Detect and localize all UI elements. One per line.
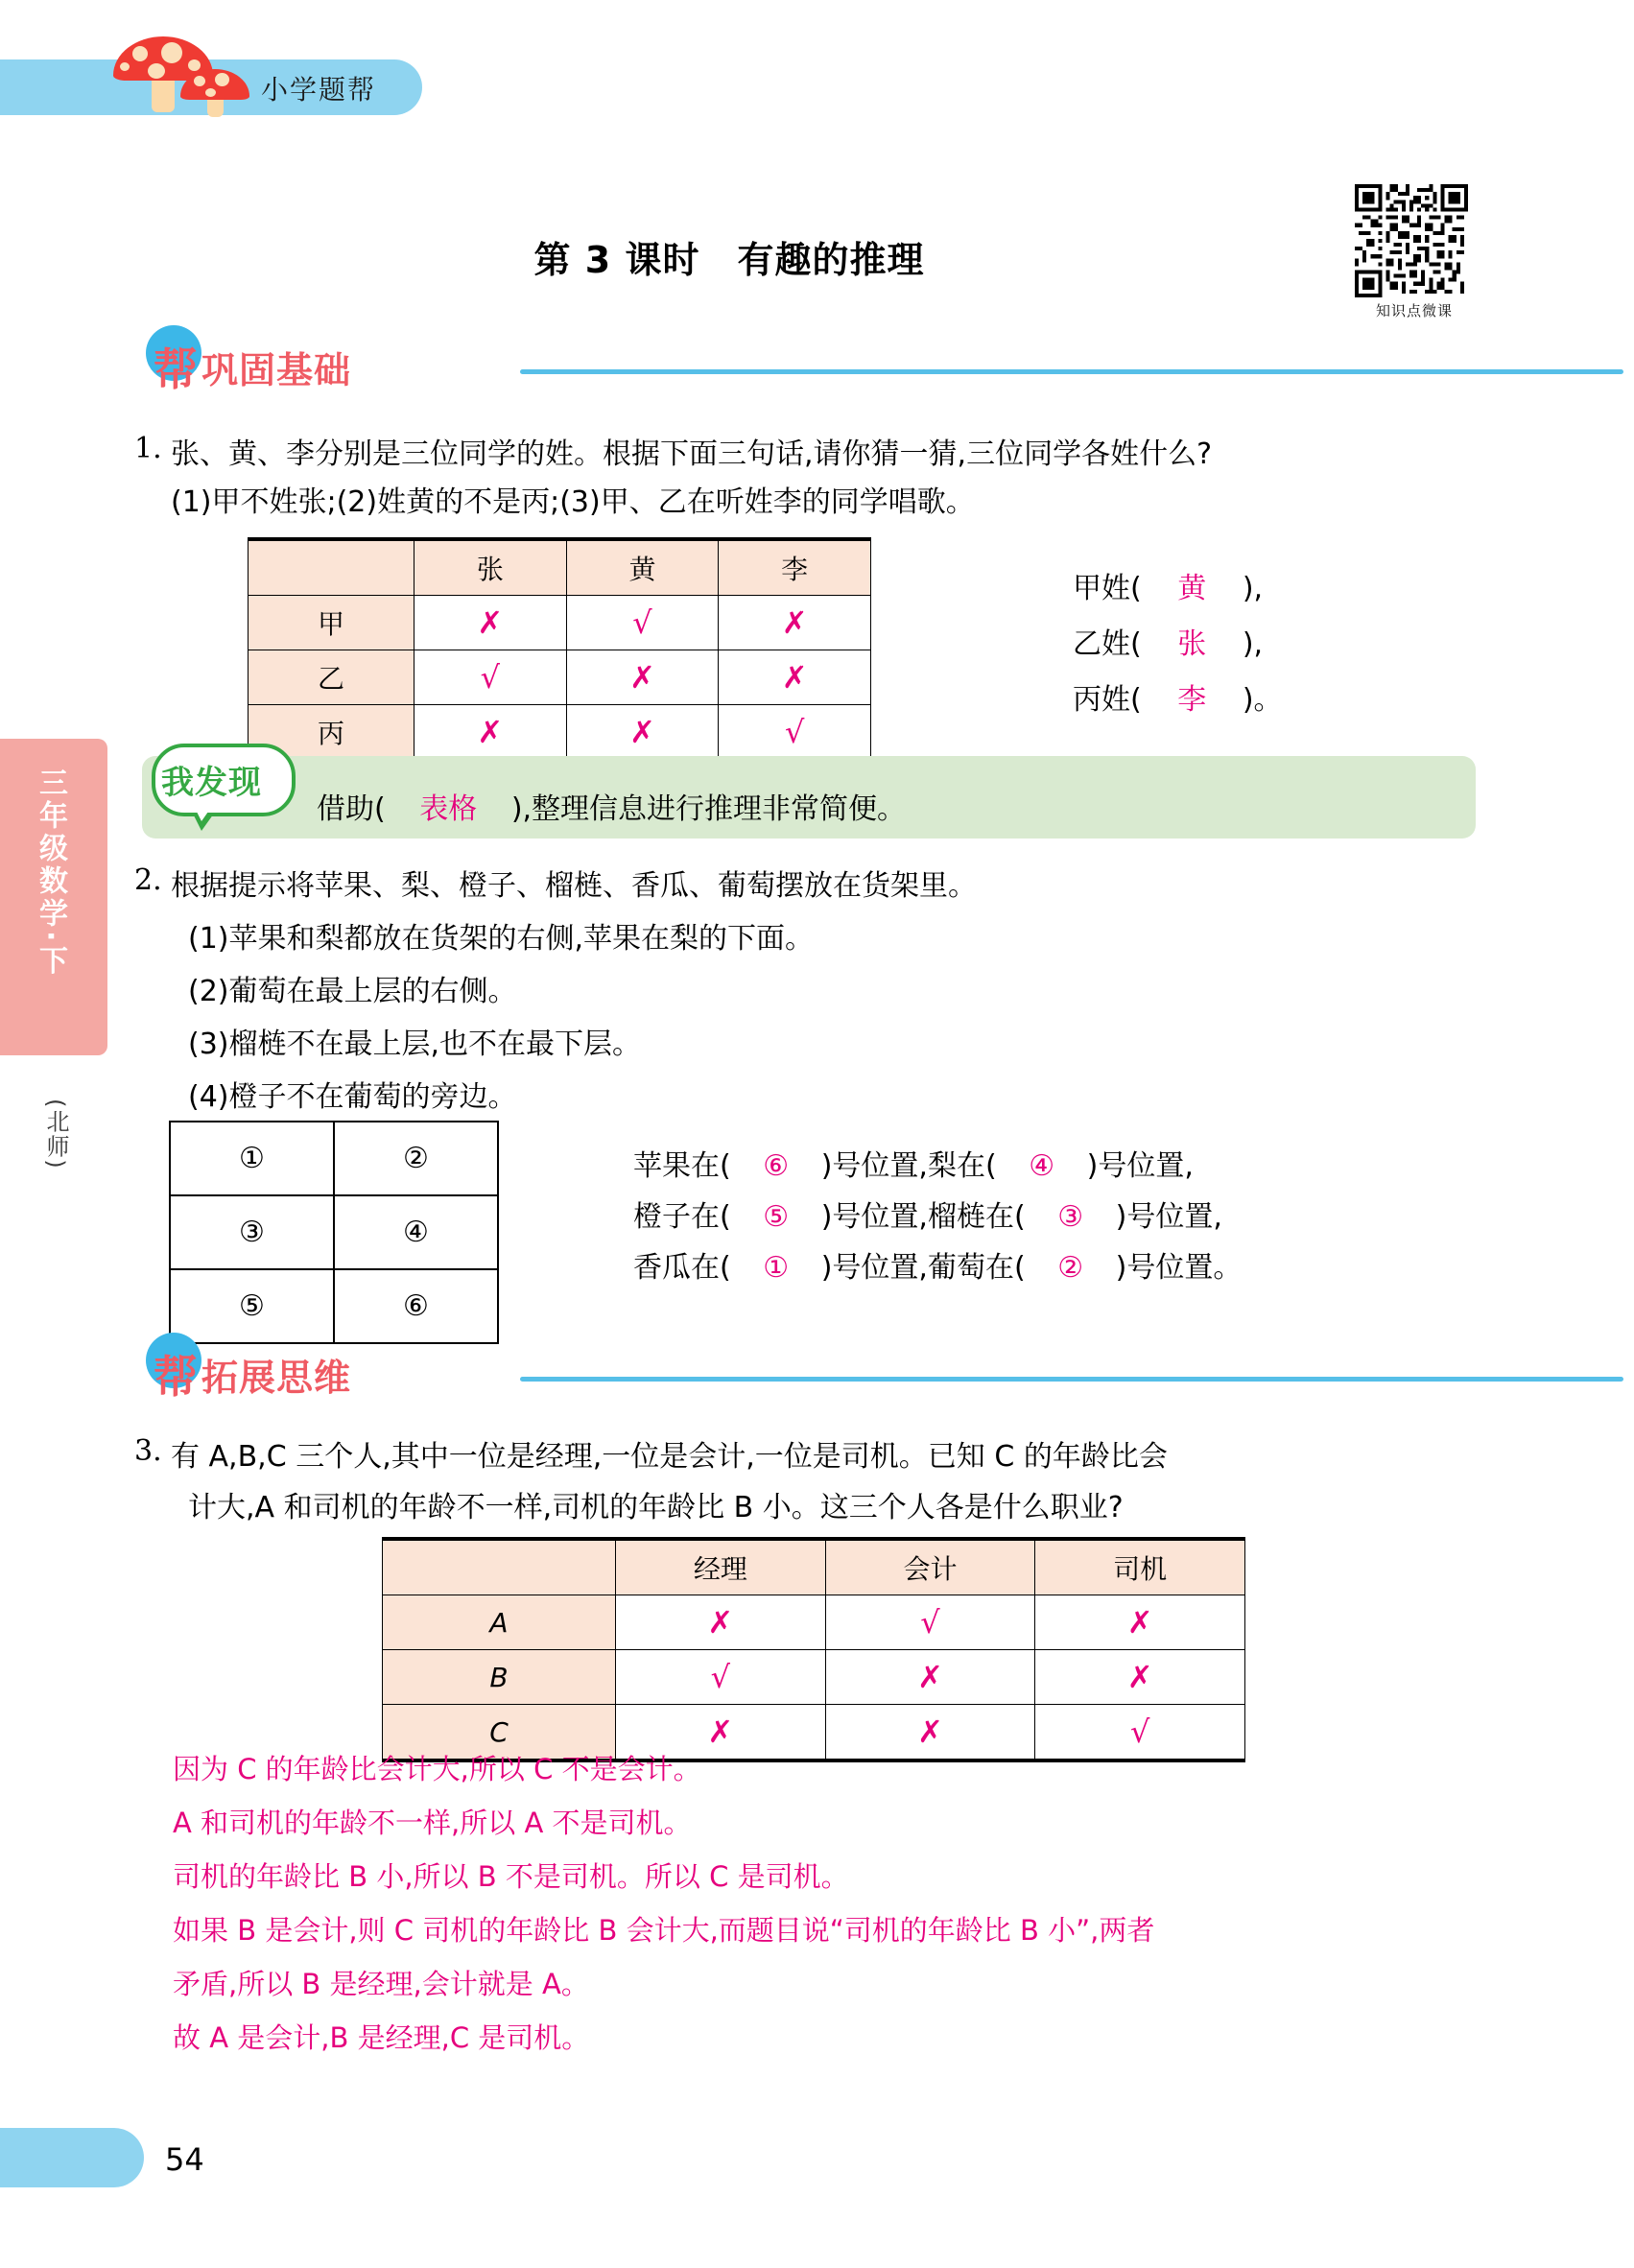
q2-answer-row-2 bbox=[633, 1243, 1242, 1286]
q1-answer-row-2 bbox=[1073, 675, 1283, 718]
q3-stem-line1: 有 A,B,C 三个人,其中一位是经理,一位是会计,一位是司机。已知 C 的年龄比会 bbox=[171, 1440, 1168, 1474]
q1-answer-value-1: 张 bbox=[1177, 627, 1207, 661]
q2-a-value-1: ⑤ bbox=[763, 1200, 790, 1234]
mark-glyph: √ bbox=[632, 604, 652, 641]
table-header-row bbox=[249, 539, 871, 596]
q3-cell-2-2 bbox=[1035, 1705, 1245, 1761]
mark-glyph: ✗ bbox=[917, 1713, 943, 1750]
badge-bang-label: 帮 bbox=[154, 343, 198, 395]
shelf-cell-5: ⑤ bbox=[170, 1269, 334, 1343]
q3-cell-1-1 bbox=[825, 1650, 1035, 1705]
discovery-text bbox=[317, 785, 906, 827]
q3-stem-line2: 计大,A 和司机的年龄不一样,司机的年龄比 B 小。这三个人各是什么职业? bbox=[188, 1491, 1124, 1524]
q2-a-prefix-1: 橙子在( bbox=[633, 1200, 731, 1234]
q1-cell-0-1 bbox=[566, 596, 719, 650]
q3-col-header-1: 经理 bbox=[616, 1539, 826, 1595]
q2-a-prefix-0: 苹果在( bbox=[633, 1149, 731, 1183]
q1-answer-prefix-2: 丙姓( bbox=[1073, 683, 1142, 717]
q1-answer-value-0: 黄 bbox=[1177, 572, 1207, 605]
q1-answer-prefix-1: 乙姓( bbox=[1073, 627, 1142, 661]
q1-cell-1-0 bbox=[414, 650, 567, 705]
q3-row-label-2: C bbox=[383, 1705, 616, 1761]
q1-cell-0-0 bbox=[414, 596, 567, 650]
q2-answer-row-1 bbox=[633, 1193, 1222, 1235]
table-header-row bbox=[383, 1539, 1245, 1595]
q3-solution-line-4: 矛盾,所以 B 是经理,会计就是 A。 bbox=[173, 1968, 589, 2000]
mark-glyph: ✗ bbox=[629, 659, 655, 696]
q3-solution-line-1: A 和司机的年龄不一样,所以 A 不是司机。 bbox=[173, 1807, 692, 1839]
side-tab-edition: (北师) bbox=[42, 1099, 69, 1170]
section-rule bbox=[520, 369, 1623, 374]
q1-cell-2-1 bbox=[566, 705, 719, 762]
shelf-cell-6: ⑥ bbox=[334, 1269, 498, 1343]
footer-bar bbox=[0, 2128, 144, 2187]
q2-shelf-grid bbox=[169, 1121, 499, 1344]
q1-answer-suffix-2: )。 bbox=[1242, 683, 1283, 717]
shelf-cell-1: ① bbox=[170, 1122, 334, 1195]
q3-corner-cell bbox=[383, 1539, 616, 1595]
discovery-suffix: ),整理信息进行推理非常简便。 bbox=[510, 792, 907, 826]
mark-glyph: ✗ bbox=[477, 714, 504, 750]
q3-solution-line-2: 司机的年龄比 B 小,所以 B 不是司机。所以 C 是司机。 bbox=[173, 1860, 849, 1893]
q1-row-label-0: 甲 bbox=[249, 596, 414, 650]
discovery-prefix: 借助( bbox=[317, 792, 386, 826]
table-row bbox=[170, 1122, 498, 1195]
section-label: 巩固基础 bbox=[201, 349, 352, 391]
q2-clue-3: (4)橙子不在葡萄的旁边。 bbox=[188, 1080, 517, 1114]
q1-answer-value-2: 李 bbox=[1177, 683, 1207, 717]
q2-clue-2: (3)榴梿不在最上层,也不在最下层。 bbox=[188, 1028, 642, 1061]
discovery-value: 表格 bbox=[419, 792, 478, 826]
q3-cell-2-1 bbox=[825, 1705, 1035, 1761]
mark-glyph: √ bbox=[1129, 1713, 1150, 1750]
table-row bbox=[249, 650, 871, 705]
q1-number: 1. bbox=[134, 432, 162, 465]
table-row bbox=[170, 1195, 498, 1269]
q1-col-header-2: 黄 bbox=[566, 539, 719, 596]
q1-cell-1-2 bbox=[719, 650, 871, 705]
section-label: 拓展思维 bbox=[201, 1357, 352, 1399]
q1-answer-suffix-1: ), bbox=[1242, 627, 1264, 661]
q2-b-value-2: ② bbox=[1057, 1251, 1084, 1285]
q1-cell-2-2 bbox=[719, 705, 871, 762]
qr-caption: 知识点微课 bbox=[1375, 302, 1453, 319]
q1-answer-row-0 bbox=[1073, 564, 1263, 606]
q2-a-value-2: ① bbox=[763, 1251, 790, 1285]
shelf-cell-2: ② bbox=[334, 1122, 498, 1195]
q1-cell-0-2 bbox=[719, 596, 871, 650]
q1-row-label-1: 乙 bbox=[249, 650, 414, 705]
q2-stem: 根据提示将苹果、梨、橙子、榴梿、香瓜、葡萄摆放在货架里。 bbox=[171, 869, 977, 903]
shelf-cell-3: ③ bbox=[170, 1195, 334, 1269]
q3-solution-line-5: 故 A 是会计,B 是经理,C 是司机。 bbox=[173, 2021, 590, 2054]
mark-glyph: ✗ bbox=[707, 1604, 734, 1641]
q3-cell-1-2 bbox=[1035, 1650, 1245, 1705]
mark-glyph: ✗ bbox=[1126, 1604, 1153, 1641]
badge-bang-label: 帮 bbox=[154, 1351, 198, 1403]
q1-col-header-3: 李 bbox=[719, 539, 871, 596]
q1-answer-row-1 bbox=[1073, 620, 1263, 662]
mark-glyph: ✗ bbox=[629, 714, 655, 750]
shelf-cell-4: ④ bbox=[334, 1195, 498, 1269]
page-number: 54 bbox=[165, 2141, 204, 2178]
q2-answer-row-0 bbox=[633, 1142, 1194, 1184]
q3-cell-0-1 bbox=[825, 1595, 1035, 1650]
qr-code-icon bbox=[1355, 184, 1468, 297]
page-title: 第 3 课时 有趣的推理 bbox=[533, 239, 925, 281]
table-row bbox=[249, 596, 871, 650]
q2-a-mid-1: )号位置,榴梿在( bbox=[820, 1200, 1026, 1234]
q2-b-value-1: ③ bbox=[1057, 1200, 1084, 1234]
q3-row-label-0: A bbox=[383, 1595, 616, 1650]
q3-solution-line-3: 如果 B 是会计,则 C 司机的年龄比 B 会计大,而题目说“司机的年龄比 B 小”,两者 bbox=[173, 1914, 1155, 1947]
mark-glyph: √ bbox=[920, 1604, 940, 1641]
section-header-expand bbox=[146, 1338, 1480, 1403]
q2-a-mid-0: )号位置,梨在( bbox=[820, 1149, 997, 1183]
mark-glyph: ✗ bbox=[707, 1713, 734, 1750]
q1-cell-1-1 bbox=[566, 650, 719, 705]
q1-stem-line1: 张、黄、李分别是三位同学的姓。根据下面三句话,请你猜一猜,三位同学各姓什么? bbox=[171, 437, 1212, 471]
q1-corner-cell bbox=[249, 539, 414, 596]
q1-stem-line2: (1)甲不姓张;(2)姓黄的不是丙;(3)甲、乙在听姓李的同学唱歌。 bbox=[171, 485, 975, 519]
brand-title: 小学题帮 bbox=[261, 74, 377, 106]
side-tab-grade-subject: 三年级数学·下 bbox=[34, 768, 67, 979]
section-header-consolidate bbox=[146, 331, 1480, 395]
q1-row-label-2: 丙 bbox=[249, 705, 414, 762]
q1-cell-2-0 bbox=[414, 705, 567, 762]
q1-logic-table bbox=[248, 537, 871, 763]
section-rule bbox=[520, 1377, 1623, 1382]
mark-glyph: √ bbox=[710, 1659, 731, 1695]
q3-row-label-1: B bbox=[383, 1650, 616, 1705]
q3-col-header-2: 会计 bbox=[825, 1539, 1035, 1595]
mark-glyph: ✗ bbox=[781, 604, 808, 641]
q1-answer-prefix-0: 甲姓( bbox=[1073, 572, 1142, 605]
discovery-label: 我发现 bbox=[161, 764, 262, 802]
mark-glyph: ✗ bbox=[477, 604, 504, 641]
table-row bbox=[170, 1269, 498, 1343]
discovery-bubble-tail-inner bbox=[192, 802, 215, 821]
table-row bbox=[383, 1650, 1245, 1705]
mark-glyph: ✗ bbox=[917, 1659, 943, 1695]
q2-b-suffix-2: )号位置。 bbox=[1115, 1251, 1243, 1285]
table-row bbox=[383, 1595, 1245, 1650]
q3-cell-0-2 bbox=[1035, 1595, 1245, 1650]
q3-solution-line-0: 因为 C 的年龄比会计大,所以 C 不是会计。 bbox=[173, 1753, 701, 1785]
q3-cell-0-0 bbox=[616, 1595, 826, 1650]
q3-cell-1-0 bbox=[616, 1650, 826, 1705]
q1-col-header-1: 张 bbox=[414, 539, 567, 596]
q2-b-suffix-1: )号位置, bbox=[1115, 1200, 1222, 1234]
q2-b-suffix-0: )号位置, bbox=[1086, 1149, 1194, 1183]
mark-glyph: √ bbox=[480, 659, 501, 696]
q3-logic-table bbox=[382, 1537, 1245, 1762]
mark-glyph: ✗ bbox=[1126, 1659, 1153, 1695]
q2-clue-1: (2)葡萄在最上层的右侧。 bbox=[188, 975, 517, 1008]
q2-clue-0: (1)苹果和梨都放在货架的右侧,苹果在梨的下面。 bbox=[188, 922, 815, 956]
q2-b-value-0: ④ bbox=[1029, 1149, 1055, 1183]
q2-a-prefix-2: 香瓜在( bbox=[633, 1251, 731, 1285]
table-row bbox=[249, 705, 871, 762]
q3-number: 3. bbox=[134, 1434, 162, 1468]
q2-a-value-0: ⑥ bbox=[763, 1149, 790, 1183]
mark-glyph: ✗ bbox=[781, 659, 808, 696]
q1-answer-suffix-0: ), bbox=[1242, 572, 1264, 605]
qr-block[interactable] bbox=[1355, 184, 1474, 320]
q3-col-header-3: 司机 bbox=[1035, 1539, 1245, 1595]
q2-a-mid-2: )号位置,葡萄在( bbox=[820, 1251, 1026, 1285]
mark-glyph: √ bbox=[784, 714, 805, 750]
q2-number: 2. bbox=[134, 863, 162, 897]
